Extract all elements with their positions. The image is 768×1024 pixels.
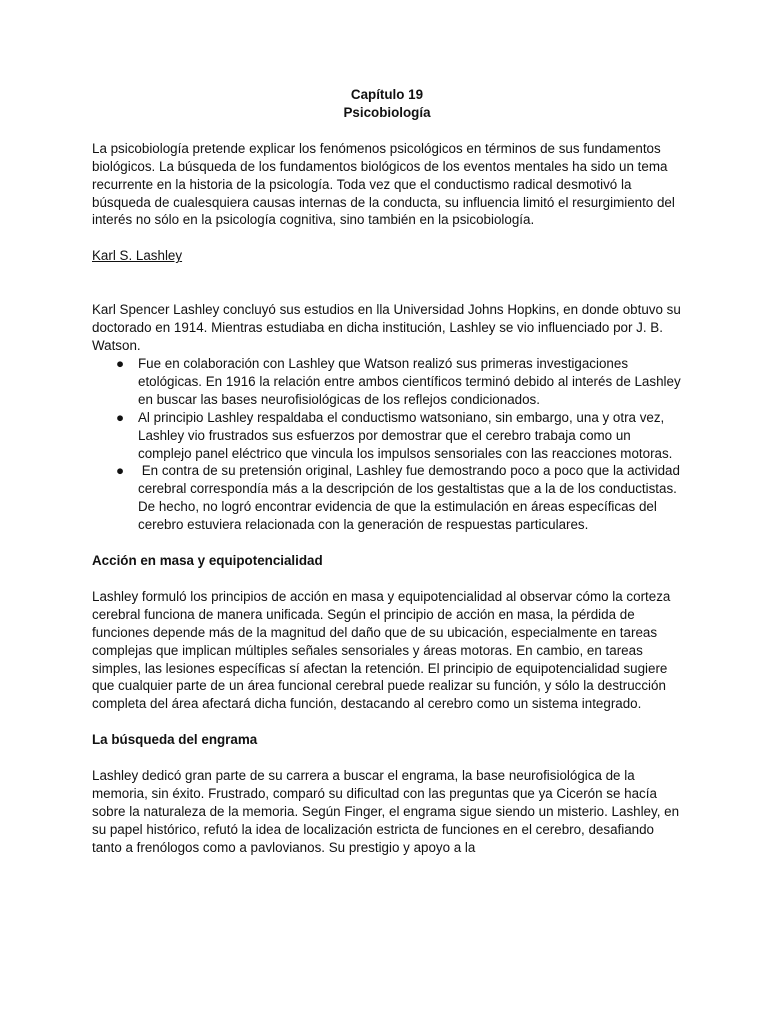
list-item — [92, 409, 682, 463]
section-heading-lashley: Karl S. Lashley — [92, 248, 183, 264]
list-item-text: Al principio Lashley respaldaba el conductismo watsoniano, sin embargo, una y otra vez, Lashley vio frustrados sus esfuerzos por demostrar que el cerebro trabaja como un complejo panel eléctrico que vincula los impulsos sensoriales con las reacciones motoras. — [138, 409, 673, 461]
lashley-paragraph: Karl Spencer Lashley concluyó sus estudios en lla Universidad Johns Hopkins, en donde obtuvo su doctorado en 1914. Mientras estudiaba en dicha institución, Lashley se vio influenciado por J. B. Watson. — [92, 302, 681, 354]
bullet-icon: ● — [116, 463, 125, 479]
list-item-text: En contra de su pretensión original, Lashley fue demostrando poco a poco que la actividad cerebral correspondía más a la descripción de los gestaltistas que a la de los conductistas. De hecho, no logró encontrar evidencia de que la estimulación en áreas específicas del cerebro estuviera relacionada con la generación de respuestas particulares. — [138, 463, 684, 533]
section-heading-engram: La búsqueda del engrama — [92, 732, 258, 748]
chapter-title: Psicobiología — [343, 104, 431, 120]
section-heading-mass-action: Acción en masa y equipotencialidad — [92, 553, 323, 569]
lashley-bullet-list — [92, 355, 682, 534]
chapter-title-block — [92, 86, 682, 122]
list-item — [92, 462, 682, 534]
engram-paragraph: Lashley dedicó gran parte de su carrera a buscar el engrama, la base neurofisiológica de la memoria, sin éxito. Frustrado, comparó su dificultad con las preguntas que ya Cicerón se hacía sobre la naturaleza de la memoria. Según Finger, el engrama sigue siendo un misterio. Lashley, en su papel histórico, refutó la idea de localización estricta de funciones en el cerebro, desafiando tanto a frenólogos como a pavlovianos. Su prestigio y apoyo a la — [92, 768, 680, 855]
document-page — [92, 86, 682, 857]
bullet-icon: ● — [116, 409, 125, 425]
list-item-text: Fue en colaboración con Lashley que Watson realizó sus primeras investigaciones etológicas. En 1916 la relación entre ambos científicos terminó debido al interés de Lashley en buscar las bases neurofisiológicas de los reflejos condicionados. — [138, 355, 681, 407]
list-item — [92, 355, 682, 409]
mass-action-paragraph: Lashley formuló los principios de acción en masa y equipotencialidad al observar cómo la corteza cerebral funciona de manera unificada. Según el principio de acción en masa, la pérdida de funciones depende más de la magnitud del daño que de su ubicación, especialmente en tareas complejas que implican múltiples señales sensoriales y áreas motoras. En cambio, en tareas simples, las lesiones específicas sí afectan la retención. El principio de equipotencialidad sugiere que cualquier parte de un área funcional cerebral puede realizar su función, y sólo la destrucción completa del área afectará dicha función, destacando al cerebro como un sistema integrado. — [92, 588, 671, 712]
bullet-icon: ● — [116, 355, 125, 371]
intro-paragraph: La psicobiología pretende explicar los fenómenos psicológicos en términos de sus fundamentos biológicos. La búsqueda de los fundamentos biológicos de los eventos mentales ha sido un tema recurrente en la historia de la psicología. Toda vez que el conductismo radical desmotivó la búsqueda de cualesquiera causas internas de la conducta, su influencia limitó el resurgimiento del interés no sólo en la psicología cognitiva, sino también en la psicobiología. — [92, 140, 675, 228]
chapter-number: Capítulo 19 — [350, 87, 424, 102]
